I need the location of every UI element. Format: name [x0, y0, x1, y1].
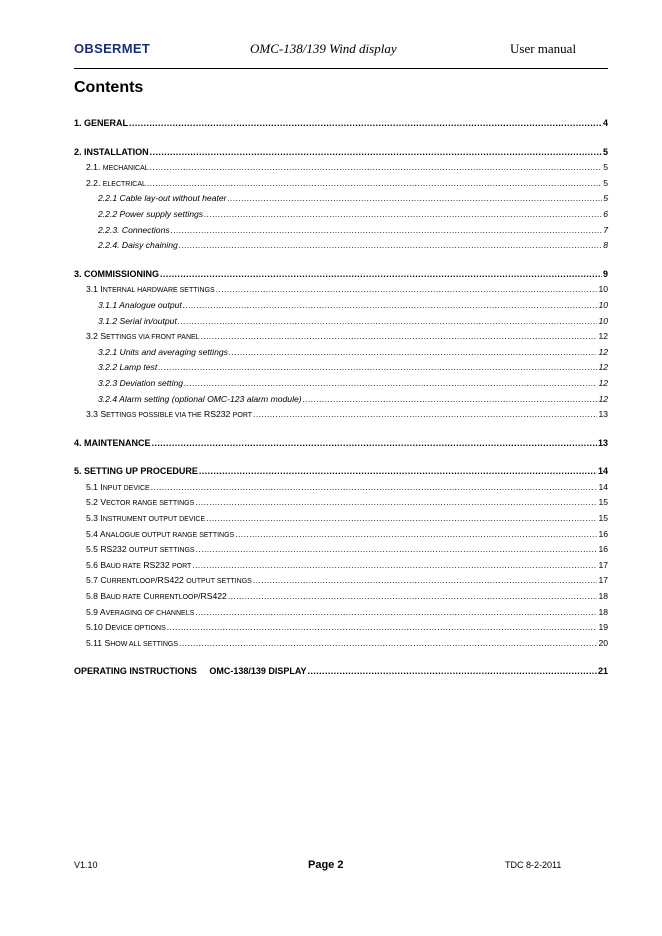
- toc-entry-text: 5. SETTING UP PROCEDURE: [74, 466, 198, 477]
- footer-page-number: Page 2: [308, 859, 344, 871]
- toc-leader-dots: [308, 664, 597, 680]
- toc-leader-dots: [204, 207, 602, 223]
- toc-entry-text: 2.2.1 Cable lay-out without heater: [98, 193, 227, 204]
- toc-entry-label: [98, 223, 170, 239]
- toc-leader-dots: [158, 360, 597, 376]
- toc-entry-text: 3.1.1 Analogue output: [98, 299, 182, 310]
- toc-entry-text: RS232: [201, 409, 233, 420]
- toc-page-number: 20: [598, 637, 608, 648]
- footer-version: V1.10: [74, 860, 98, 870]
- toc-page-number: 10: [598, 299, 608, 310]
- toc-entry-text: 3.2.2 Lamp test: [98, 362, 158, 373]
- toc-entry[interactable]: [74, 511, 608, 527]
- toc-entry-label: [74, 116, 128, 132]
- toc-entry-label: [86, 573, 252, 590]
- toc-leader-dots: [199, 464, 597, 480]
- page-header: [74, 38, 608, 69]
- toc-entry[interactable]: [74, 495, 608, 511]
- toc-page-number: 18: [598, 591, 608, 602]
- toc-entry[interactable]: [74, 464, 608, 480]
- toc-entry-text: NALOGUE OUTPUT RANGE SETTINGS: [105, 531, 235, 539]
- toc-entry[interactable]: [74, 176, 608, 192]
- toc-entry-text: URRENTLOOP: [106, 578, 156, 586]
- toc-entry-text: HOW ALL SETTINGS: [110, 640, 179, 648]
- toc-entry-text: OUTPUT SETTINGS: [186, 578, 252, 586]
- toc-entry[interactable]: [74, 589, 608, 605]
- toc-entry-text: 2. INSTALLATION: [74, 146, 149, 157]
- toc-entry[interactable]: [74, 145, 608, 161]
- toc-entry-text: OUTPUT SETTINGS: [129, 547, 195, 555]
- toc-entry[interactable]: [74, 376, 608, 392]
- toc-entry-text: 3.2 S: [86, 331, 107, 342]
- toc-entry-text: 3.1 I: [86, 284, 103, 295]
- toc-entry-text: 5.5 RS232: [86, 544, 129, 555]
- table-of-contents: [74, 116, 608, 680]
- toc-entry[interactable]: [74, 160, 608, 176]
- toc-entry[interactable]: [74, 238, 608, 254]
- toc-leader-dots: [235, 527, 597, 543]
- brand-logo-text: OBSERMET: [74, 41, 151, 56]
- toc-entry-text: 3.1.2 Serial in/output: [98, 315, 177, 326]
- toc-entry-text: ELECTRICAL: [102, 180, 146, 188]
- toc-page-number: 12: [598, 362, 608, 373]
- toc-page-number: 5: [603, 177, 608, 188]
- toc-entry[interactable]: [74, 360, 608, 376]
- toc-page-number: 7: [603, 224, 608, 235]
- toc-entry-label: [86, 282, 215, 299]
- toc-entry-text: 2.2.2 Power supply settings: [98, 208, 204, 219]
- toc-entry-text: 5.11 S: [86, 637, 111, 648]
- toc-entry-label: [98, 314, 177, 330]
- toc-page-number: 17: [598, 575, 608, 586]
- toc-entry-label: [74, 436, 151, 452]
- toc-page-number: 14: [597, 466, 608, 477]
- toc-entry[interactable]: [74, 558, 608, 574]
- toc-leader-dots: [178, 314, 598, 330]
- toc-leader-dots: [150, 145, 602, 161]
- toc-entry[interactable]: [74, 527, 608, 543]
- toc-page-number: 9: [602, 268, 608, 279]
- toc-leader-dots: [253, 407, 597, 423]
- toc-leader-dots: [150, 160, 603, 176]
- toc-leader-dots: [160, 267, 602, 283]
- toc-leader-dots: [195, 495, 597, 511]
- toc-entry-text: /RS422: [155, 575, 187, 586]
- toc-page-number: 6: [603, 208, 608, 219]
- toc-leader-dots: [167, 620, 598, 636]
- toc-page-number: 13: [598, 409, 608, 420]
- toc-entry-label: [86, 176, 146, 193]
- toc-page-number: 10: [598, 315, 608, 326]
- toc-entry-text: 2.2.4. Daisy chaining: [98, 240, 178, 251]
- toc-entry-label: [86, 589, 227, 606]
- toc-leader-dots: [184, 376, 597, 392]
- toc-entry-label: [86, 558, 191, 575]
- toc-entry-label: [86, 511, 205, 528]
- toc-page-number: 15: [598, 513, 608, 524]
- toc-entry-label: [98, 191, 227, 207]
- toc-entry-text: 3. COMMISSIONING: [74, 268, 160, 279]
- toc-leader-dots: [183, 298, 598, 314]
- toc-leader-dots: [195, 605, 597, 621]
- toc-page-number: 21: [597, 666, 608, 677]
- toc-entry-text: 2.2.3. Connections: [98, 224, 170, 235]
- toc-entry-text: 3.2.3 Deviation setting: [98, 377, 184, 388]
- toc-entry-text: 5.7 C: [86, 575, 107, 586]
- toc-entry-label: [74, 267, 159, 283]
- toc-entry-text: 4. MAINTENANCE: [74, 437, 151, 448]
- toc-leader-dots: [179, 238, 602, 254]
- toc-leader-dots: [147, 176, 602, 192]
- toc-entry-text: 3.2.1 Units and averaging settings: [98, 346, 228, 357]
- toc-leader-dots: [129, 116, 602, 132]
- toc-page-number: 19: [598, 622, 608, 633]
- toc-entry-label: [98, 298, 182, 314]
- toc-entry-label: [86, 329, 200, 346]
- toc-page-number: 5: [602, 146, 608, 157]
- toc-page-number: 8: [603, 240, 608, 251]
- toc-entry-text: AUD RATE: [106, 562, 141, 570]
- toc-leader-dots: [196, 542, 598, 558]
- toc-page-number: 18: [598, 606, 608, 617]
- toc-entry-text: 5.2 V: [86, 497, 107, 508]
- toc-entry[interactable]: [74, 345, 608, 361]
- toc-entry[interactable]: [74, 636, 608, 652]
- toc-entry-text: C: [140, 591, 150, 602]
- toc-entry-text: 3.2.4 Alarm setting (optional OMC-123 alarm module): [98, 393, 302, 404]
- toc-page-number: 15: [598, 497, 608, 508]
- toc-page-number: 14: [598, 481, 608, 492]
- toc-leader-dots: [216, 282, 598, 298]
- toc-entry-text: 5.9 A: [86, 606, 106, 617]
- toc-entry-label: [86, 495, 194, 512]
- toc-page-number: 17: [598, 559, 608, 570]
- toc-leader-dots: [151, 480, 598, 496]
- toc-entry-text: RS232: [140, 559, 173, 570]
- toc-entry-text: /RS422: [198, 591, 227, 602]
- toc-page-number: 16: [598, 544, 608, 555]
- toc-entry-text: MECHANICAL: [102, 165, 149, 173]
- document-title: OMC-138/139 Wind display: [250, 41, 397, 56]
- toc-entry[interactable]: [74, 329, 608, 345]
- toc-leader-dots: [171, 223, 603, 239]
- toc-entry-label: [86, 620, 166, 637]
- toc-leader-dots: [303, 392, 598, 408]
- toc-entry-label: [86, 407, 252, 424]
- toc-entry[interactable]: [74, 298, 608, 314]
- toc-page-number: 12: [598, 346, 608, 357]
- toc-entry-text: PORT: [232, 412, 253, 420]
- toc-entry-text: AUD RATE: [106, 594, 141, 602]
- toc-entry[interactable]: [74, 267, 608, 283]
- toc-entry-label: [98, 360, 157, 376]
- toc-entry-label: [74, 664, 307, 680]
- toc-leader-dots: [253, 573, 598, 589]
- toc-entry-label: [98, 345, 228, 361]
- toc-entry-label: [86, 160, 149, 177]
- toc-entry-label: [86, 527, 234, 544]
- toc-entry[interactable]: [74, 542, 608, 558]
- toc-entry-text: 2.1.: [86, 162, 103, 173]
- toc-entry-label: [86, 636, 178, 653]
- toc-entry-label: [98, 238, 178, 254]
- toc-entry-label: [86, 605, 194, 622]
- toc-entry-text: URRENTLOOP: [149, 594, 199, 602]
- toc-entry-text: 3.3 S: [86, 409, 107, 420]
- toc-entry-text: OPERATING INSTRUCTIONS OMC-138/139 DISPLAY: [74, 666, 307, 677]
- toc-entry[interactable]: [74, 605, 608, 621]
- toc-page-number: 12: [598, 393, 608, 404]
- toc-entry[interactable]: [74, 223, 608, 239]
- manual-label: User manual: [510, 41, 577, 56]
- toc-entry-label: [74, 464, 198, 480]
- toc-page-number: 10: [598, 284, 608, 295]
- toc-entry-text: ECTOR RANGE SETTINGS: [106, 500, 195, 508]
- toc-leader-dots: [152, 436, 597, 452]
- toc-entry-text: NTERNAL HARDWARE SETTINGS: [102, 287, 215, 295]
- toc-entry-label: [86, 480, 150, 497]
- toc-entry-label: [74, 145, 149, 161]
- toc-leader-dots: [228, 589, 598, 605]
- toc-entry[interactable]: [74, 664, 608, 680]
- footer-date: TDC 8-2-2011: [505, 860, 562, 870]
- toc-entry-text: VERAGING OF CHANNELS: [105, 609, 195, 617]
- toc-leader-dots: [228, 191, 603, 207]
- toc-entry-text: 2.2.: [86, 177, 103, 188]
- toc-entry-text: 5.1 I: [86, 481, 103, 492]
- toc-entry[interactable]: [74, 620, 608, 636]
- toc-entry[interactable]: [74, 392, 608, 408]
- toc-leader-dots: [206, 511, 597, 527]
- toc-entry[interactable]: [74, 573, 608, 589]
- toc-entry[interactable]: [74, 480, 608, 496]
- toc-entry-label: [86, 542, 195, 559]
- toc-entry-text: NPUT DEVICE: [102, 484, 150, 492]
- toc-entry-label: [98, 376, 183, 392]
- toc-page-number: 5: [603, 162, 608, 173]
- contents-heading: Contents: [74, 79, 144, 96]
- toc-entry[interactable]: [74, 207, 608, 223]
- toc-entry[interactable]: [74, 116, 608, 132]
- toc-entry[interactable]: [74, 407, 608, 423]
- toc-entry-text: ETTINGS VIA FRONT PANEL: [106, 334, 200, 342]
- toc-entry-text: 5.6 B: [86, 559, 107, 570]
- toc-entry[interactable]: [74, 314, 608, 330]
- toc-entry-text: NSTRUMENT OUTPUT DEVICE: [102, 516, 206, 524]
- toc-entry-label: [98, 207, 203, 223]
- toc-entry-text: EVICE OPTIONS: [111, 625, 166, 633]
- toc-page-number: 16: [598, 528, 608, 539]
- toc-leader-dots: [192, 558, 597, 574]
- toc-entry-text: 5.8 B: [86, 591, 107, 602]
- toc-page-number: 12: [598, 331, 608, 342]
- toc-entry-text: ETTINGS POSSIBLE VIA THE: [106, 412, 202, 420]
- toc-page-number: 5: [603, 193, 608, 204]
- toc-page-number: 4: [602, 118, 608, 128]
- toc-entry-text: 1. GENERAL: [74, 118, 129, 128]
- toc-leader-dots: [229, 345, 597, 361]
- toc-page-number: 12: [598, 377, 608, 388]
- toc-leader-dots: [201, 329, 598, 345]
- toc-entry-text: 5.3 I: [86, 513, 103, 524]
- toc-entry-text: 5.4 A: [86, 528, 106, 539]
- toc-leader-dots: [179, 636, 597, 652]
- toc-page-number: 13: [597, 437, 608, 448]
- toc-entry[interactable]: [74, 191, 608, 207]
- toc-entry[interactable]: [74, 282, 608, 298]
- toc-entry-text: PORT: [172, 562, 192, 570]
- toc-entry-label: [98, 392, 302, 408]
- toc-entry-text: 5.10 D: [86, 622, 112, 633]
- toc-entry[interactable]: [74, 436, 608, 452]
